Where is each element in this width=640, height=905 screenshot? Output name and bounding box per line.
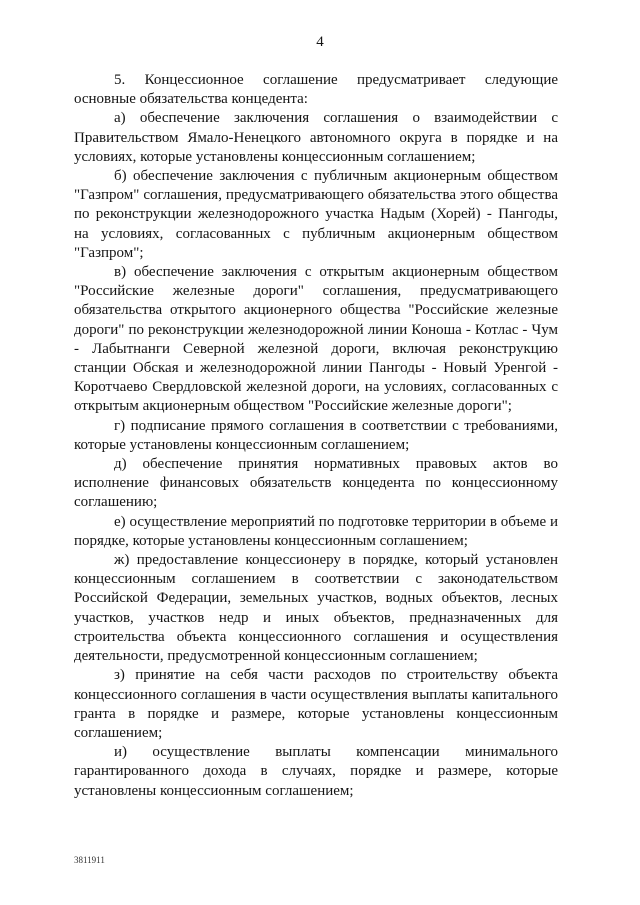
paragraph-item-g: г) подписание прямого соглашения в соответствии с требованиями, которые установлены концессионным соглашением; (74, 417, 558, 453)
paragraph-item-z: з) принятие на себя части расходов по строительству объекта концессионного соглашения в части осуществления выплаты капитального гранта в порядке и размере, которые установлены концессионным соглашением; (74, 667, 558, 741)
paragraph-item-e: е) осуществление мероприятий по подготовке территории в объеме и порядке, которые установлены концессионным соглашением; (74, 513, 558, 549)
paragraph-item-b: б) обеспечение заключения с публичным акционерным обществом "Газпром" соглашения, предусматривающего обязательства этого общества по реконструкции железнодорожного участка Надым (Хорей) - Пангоды, на условиях, согласованных с публичным акционерным обществом "Газпром"; (74, 168, 558, 261)
document-body (74, 71, 558, 801)
paragraph-item-i: и) осуществление выплаты компенсации минимального гарантированного дохода в случаях, порядке и размере, которые установлены концессионным соглашением; (74, 744, 558, 799)
paragraph-item-d: д) обеспечение принятия нормативных правовых актов во исполнение финансовых обязательств концедента по концессионному соглашению; (74, 456, 558, 511)
document-code: 3811911 (74, 855, 105, 865)
page-number: 4 (316, 34, 324, 50)
paragraph-item-a: а) обеспечение заключения соглашения о взаимодействии с Правительством Ямало-Ненецкого автономного округа в порядке и на условиях, которые установлены концессионным соглашением; (74, 110, 558, 165)
paragraph-item-v: в) обеспечение заключения с открытым акционерным обществом "Российские железные дороги" соглашения, предусматривающего обязательства открытого акционерного общества "Российские железные дороги" по реконструкции железнодорожной линии Коноша - Котлас - Чум - Лабытнанги Северной железной дороги, включая реконструкцию станции Обская и железнодорожной линии Пангоды - Новый Уренгой - Коротчаево Свердловской железной дороги, на условиях, согласованных с открытым акционерным обществом "Российские железные дороги"; (74, 264, 558, 415)
paragraph-item-zh: ж) предоставление концессионеру в порядке, который установлен концессионным соглашением в соответствии с законодательством Российской Федерации, земельных участков, водных объектов, лесных участков, участков недр и иных объектов, предназначенных для строительства объекта концессионного соглашения и осуществления деятельности, предусмотренной концессионным соглашением; (74, 552, 558, 665)
paragraph-intro: 5. Концессионное соглашение предусматривает следующие основные обязательства концедента: (74, 72, 558, 108)
